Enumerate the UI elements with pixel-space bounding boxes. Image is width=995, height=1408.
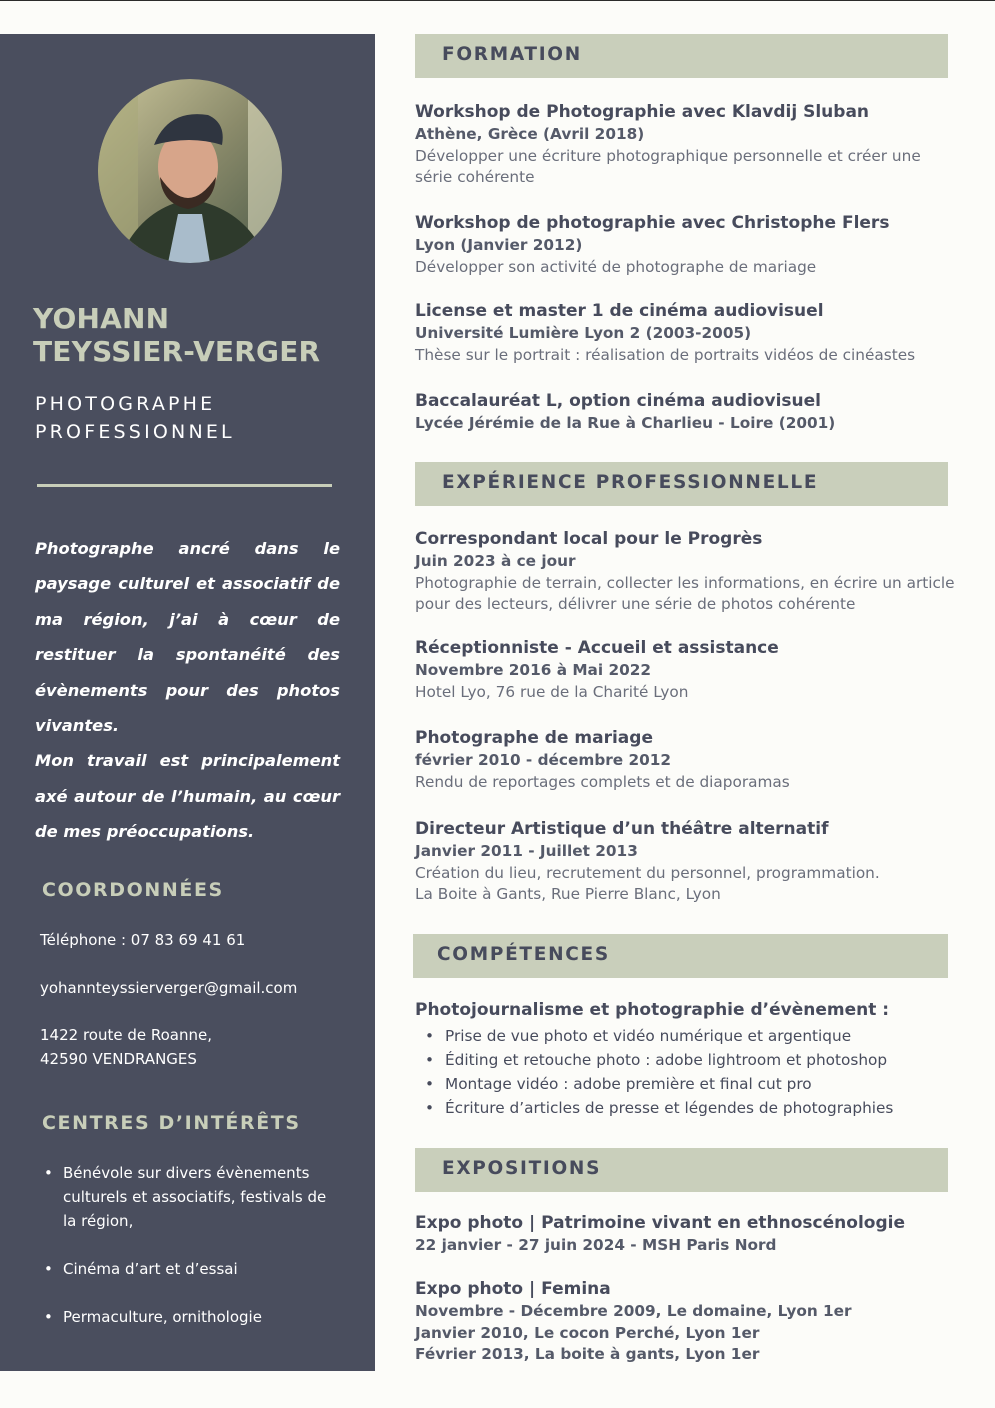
formation-entry	[415, 213, 955, 278]
entry-title: Workshop de Photographie avec Klavdij Sluban	[415, 102, 870, 122]
list-item	[42, 1161, 342, 1233]
bullet-icon: •	[425, 1051, 435, 1069]
entry-subtitle: Juin 2023 à ce jour	[415, 551, 576, 570]
contact-address	[40, 1023, 360, 1071]
entry-subtitle: Janvier 2011 - Juillet 2013	[415, 841, 638, 860]
entry-subtitle: Novembre - Décembre 2009, Le domaine, Lyon 1er	[415, 1301, 852, 1320]
bullet-icon: •	[425, 1099, 435, 1117]
entry-title: Correspondant local pour le Progrès	[415, 529, 763, 549]
sidebar	[0, 34, 375, 1371]
skills-list	[425, 1024, 955, 1120]
entry-subtitle: Lyon (Janvier 2012)	[415, 235, 583, 254]
intro-paragraph-1: Photographe ancré dans le paysage culturel et associatif de ma région, j’ai à cœur de restituer la spontanéité des évènements pour des photos vivantes.	[35, 539, 340, 736]
address-line-2: 42590 VENDRANGES	[40, 1050, 197, 1068]
expositions-heading: EXPOSITIONS	[442, 1158, 602, 1179]
contact-phone: Téléphone : 07 83 69 41 61	[40, 931, 246, 949]
entry-subtitle-2: Janvier 2010, Le cocon Perché, Lyon 1er	[415, 1323, 760, 1342]
entry-title: Workshop de photographie avec Christophe Flers	[415, 213, 890, 233]
formation-heading: FORMATION	[442, 44, 582, 65]
contact-heading: COORDONNÉES	[42, 879, 224, 901]
bullet-icon: •	[425, 1027, 435, 1045]
entry-subtitle: Novembre 2016 à Mai 2022	[415, 660, 652, 679]
list-item	[42, 1257, 342, 1281]
entry-description: Photographie de terrain, collecter les informations, en écrire un article pour des lecteurs, délivrer une série de photos cohérente	[415, 573, 955, 614]
entry-title: License et master 1 de cinéma audiovisuel	[415, 301, 824, 321]
entry-title: Réceptionniste - Accueil et assistance	[415, 638, 779, 658]
intro-paragraph-2: Mon travail est principalement axé autour de l’humain, au cœur de mes préoccupations.	[35, 751, 340, 842]
interest-text: Permaculture, ornithologie	[63, 1308, 262, 1326]
top-border	[0, 0, 995, 1]
skills-heading: COMPÉTENCES	[437, 944, 610, 965]
entry-title: Directeur Artistique d’un théâtre alternatif	[415, 819, 829, 839]
job-title-line-2: PROFESSIONNEL	[35, 421, 235, 443]
bullet-icon: •	[44, 1308, 53, 1326]
person-name	[33, 302, 363, 368]
entry-title: Expo photo | Femina	[415, 1279, 611, 1299]
name-line-2: TEYSSIER-VERGER	[33, 335, 321, 368]
experience-entry	[415, 819, 955, 906]
exposition-entry	[415, 1279, 955, 1366]
job-title	[35, 390, 365, 446]
entry-title: Baccalauréat L, option cinéma audiovisuel	[415, 391, 821, 411]
skills-title: Photojournalisme et photographie d’évènement :	[415, 1000, 890, 1020]
skills-band	[413, 934, 948, 978]
entry-title: Expo photo | Patrimoine vivant en ethnoscénologie	[415, 1213, 905, 1233]
entry-description: Création du lieu, recrutement du personnel, programmation.	[415, 863, 880, 882]
entry-description-2: La Boite à Gants, Rue Pierre Blanc, Lyon	[415, 885, 721, 904]
skill-text: Éditing et retouche photo : adobe lightroom et photoshop	[445, 1051, 888, 1069]
list-item	[425, 1096, 955, 1120]
job-title-line-1: PHOTOGRAPHE	[35, 393, 216, 415]
bullet-icon: •	[44, 1164, 53, 1182]
skill-text: Montage vidéo : adobe première et final cut pro	[445, 1075, 812, 1093]
entry-subtitle-3: Février 2013, La boite à gants, Lyon 1er	[415, 1345, 760, 1364]
entry-subtitle: 22 janvier - 27 juin 2024 - MSH Paris Nord	[415, 1235, 777, 1254]
entry-description: Rendu de reportages complets et de diaporamas	[415, 772, 790, 791]
list-item	[425, 1048, 955, 1072]
skill-text: Prise de vue photo et vidéo numérique et argentique	[445, 1027, 852, 1045]
formation-band	[415, 34, 948, 78]
entry-description: Développer une écriture photographique personnelle et créer une série cohérente	[415, 146, 921, 187]
list-item	[425, 1024, 955, 1048]
contact-email[interactable]: yohannteyssierverger@gmail.com	[40, 979, 298, 997]
profile-photo	[98, 79, 282, 263]
experience-heading: EXPÉRIENCE PROFESSIONNELLE	[442, 472, 819, 493]
experience-entry	[415, 728, 955, 793]
profile-intro	[35, 531, 340, 850]
entry-subtitle: février 2010 - décembre 2012	[415, 750, 672, 769]
entry-subtitle: Lycée Jérémie de la Rue à Charlieu - Loire (2001)	[415, 413, 836, 432]
address-line-1: 1422 route de Roanne,	[40, 1026, 212, 1044]
list-item	[42, 1305, 342, 1329]
formation-entry	[415, 102, 955, 189]
bullet-icon: •	[44, 1260, 53, 1278]
interests-list	[42, 1161, 342, 1353]
list-item	[425, 1072, 955, 1096]
entry-subtitle: Université Lumière Lyon 2 (2003-2005)	[415, 323, 752, 342]
divider	[37, 484, 332, 487]
entry-description: Développer son activité de photographe de mariage	[415, 257, 817, 276]
experience-entry	[415, 529, 955, 616]
bullet-icon: •	[425, 1075, 435, 1093]
skill-text: Écriture d’articles de presse et légendes de photographies	[445, 1099, 894, 1117]
name-line-1: YOHANN	[33, 302, 170, 335]
interests-heading: CENTRES D’INTÉRÊTS	[42, 1112, 301, 1134]
entry-description: Hotel Lyo, 76 rue de la Charité Lyon	[415, 682, 689, 701]
exposition-entry	[415, 1213, 955, 1257]
interest-text: Bénévole sur divers évènements culturels et associatifs, festivals de la région,	[63, 1164, 327, 1230]
interest-text: Cinéma d’art et d’essai	[63, 1260, 238, 1278]
expositions-band	[415, 1148, 948, 1192]
experience-entry	[415, 638, 955, 703]
entry-description: Thèse sur le portrait : réalisation de portraits vidéos de cinéastes	[415, 345, 916, 364]
formation-entry	[415, 391, 955, 435]
entry-subtitle: Athène, Grèce (Avril 2018)	[415, 124, 645, 143]
entry-title: Photographe de mariage	[415, 728, 653, 748]
formation-entry	[415, 301, 955, 366]
experience-band	[415, 462, 948, 506]
